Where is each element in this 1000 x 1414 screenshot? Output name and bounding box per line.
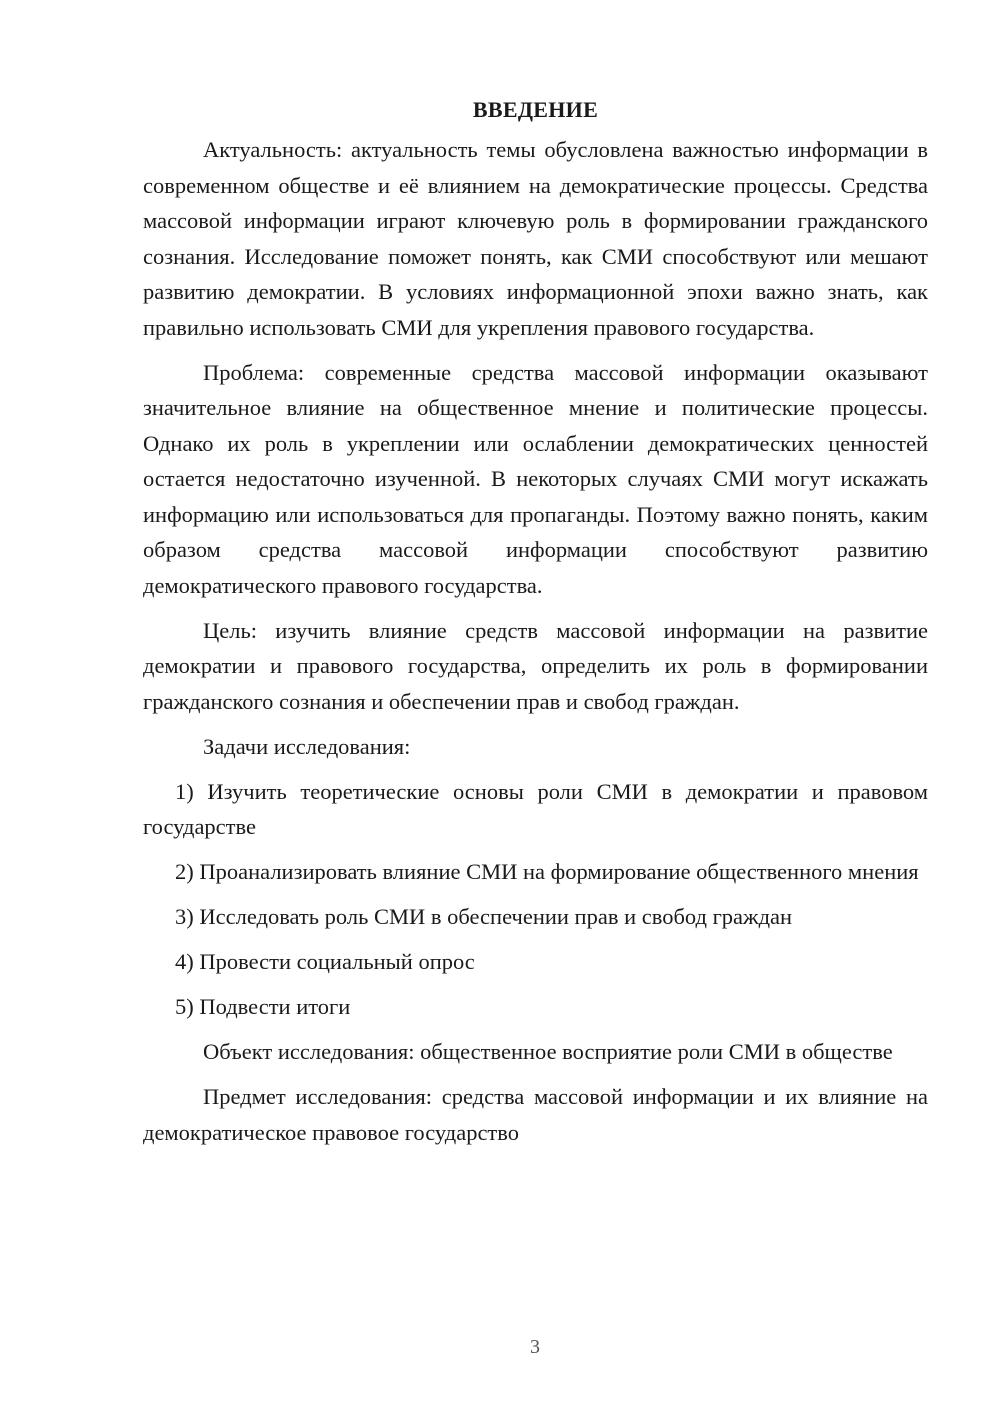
object-paragraph: Объект исследования: общественное восприятие роли СМИ в обществе xyxy=(203,1039,893,1064)
list-item: 3) Исследовать роль СМИ в обеспечении прав и свобод граждан xyxy=(175,904,793,929)
goal-paragraph: Цель: изучить влияние средств массовой информации на развитие демократии и правового государства, определить их роль в формировании гражданского сознания и обеспечении прав и свобод граждан. xyxy=(143,617,928,714)
subject-paragraph: Предмет исследования: средства массовой информации и их влияние на демократическое правовое государство xyxy=(143,1084,928,1145)
list-item: 4) Провести социальный опрос xyxy=(175,949,475,974)
list-item: 1) Изучить теоретические основы роли СМИ в демократии и правовом государстве xyxy=(143,778,928,839)
problem-paragraph: Проблема: современные средства массовой информации оказывают значительное влияние на общественное мнение и политические процессы. Однако их роль в укреплении или ослаблении демократических ценностей остается недостаточно изученной. В некоторых случаях СМИ могут искажать информацию или использоваться для пропаганды. Поэтому важно понять, каким образом средства массовой информации способствуют развитию демократического правового государства. xyxy=(143,359,928,598)
tasks-list xyxy=(143,774,928,1025)
list-item: 5) Подвести итоги xyxy=(175,994,351,1019)
page-number: 3 xyxy=(530,1336,540,1358)
section-heading: ВВЕДЕНИЕ xyxy=(472,97,599,122)
document-page xyxy=(143,92,928,1160)
list-item: 2) Проанализировать влияние СМИ на формирование общественного мнения xyxy=(175,859,919,884)
tasks-label: Задачи исследования: xyxy=(203,733,411,759)
relevance-paragraph: Актуальность: актуальность темы обусловлена важностью информации в современном обществе и её влиянием на демократические процессы. Средства массовой информации играют ключевую роль в формировании гражданского сознания. Исследование поможет понять, как СМИ способствуют или мешают развитию демократии. В условиях информационной эпохи важно знать, как правильно использовать СМИ для укрепления правового государства. xyxy=(143,137,928,340)
